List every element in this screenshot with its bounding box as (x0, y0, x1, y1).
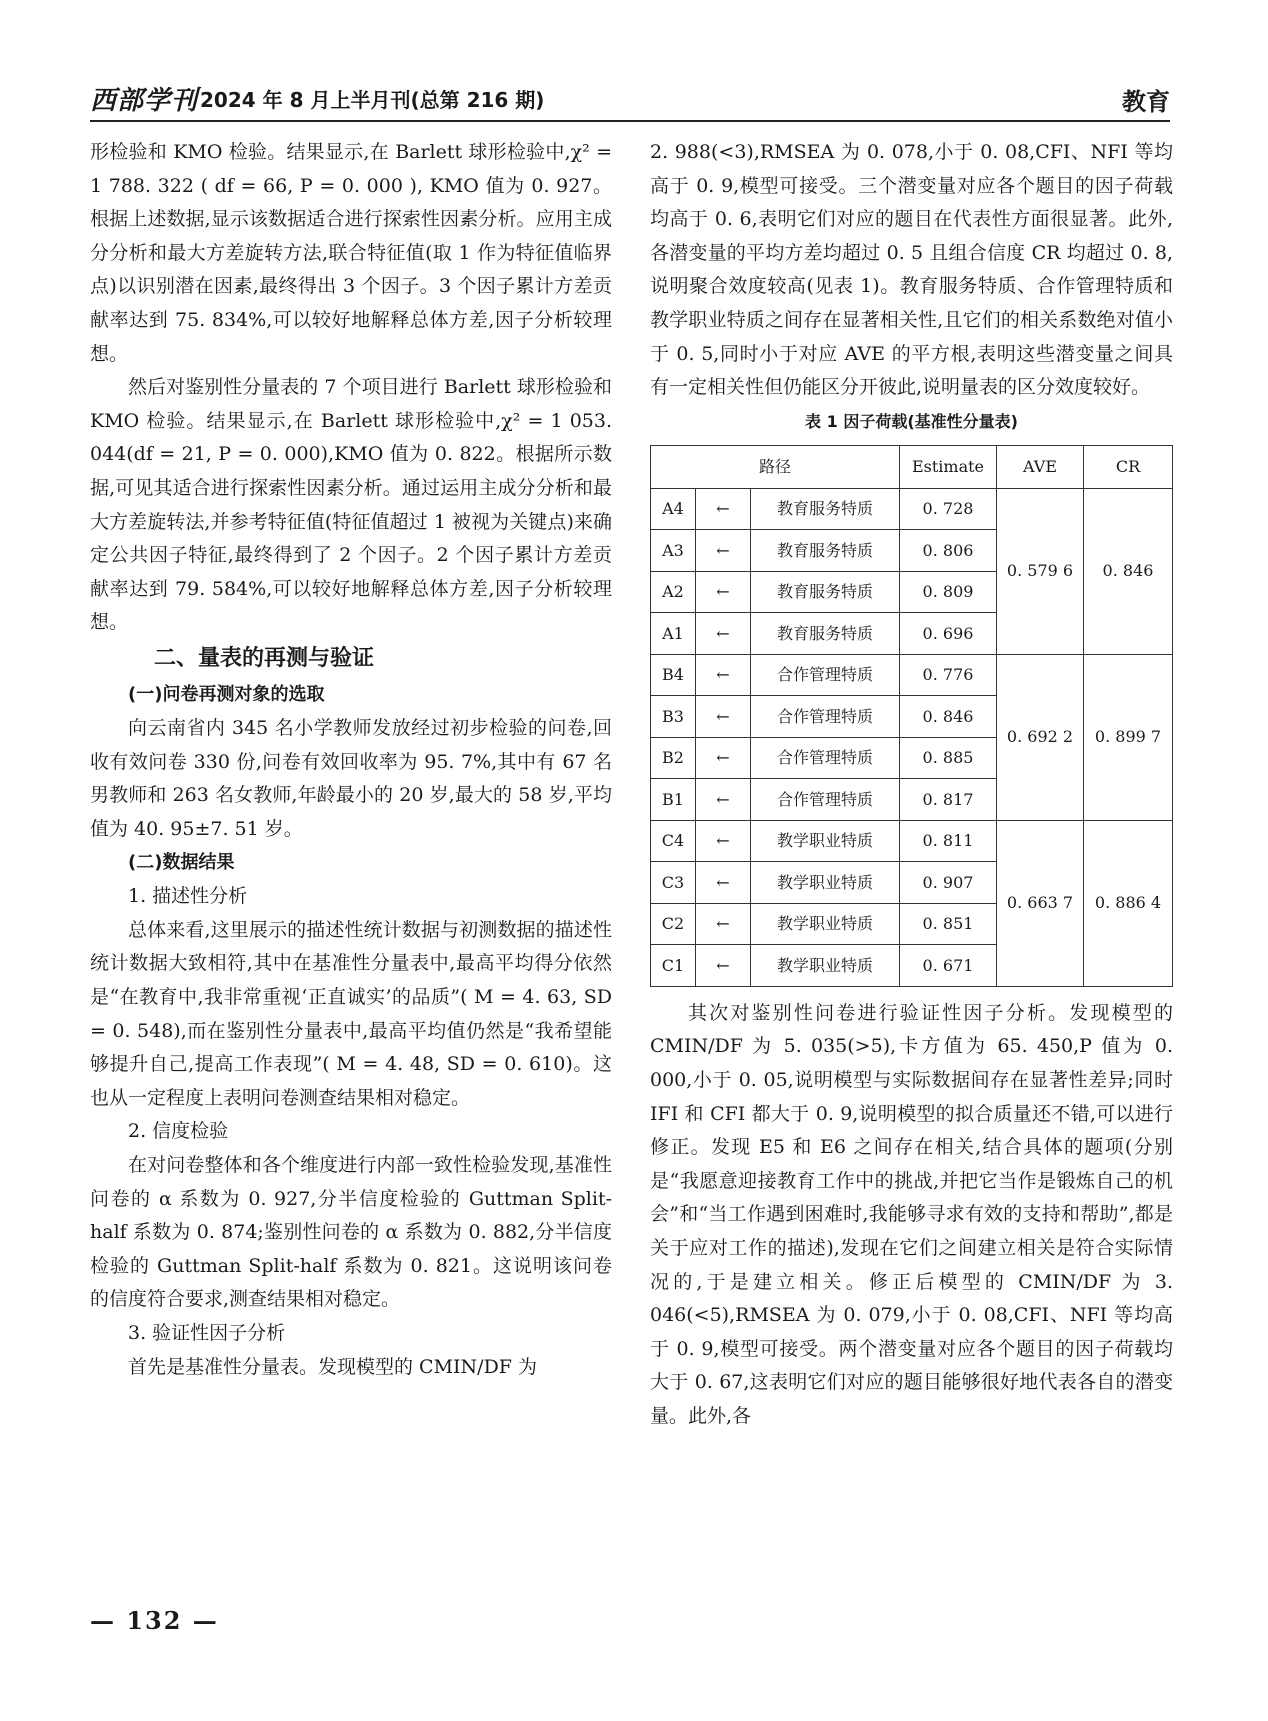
page-header (90, 76, 1170, 122)
item-code-cell: C1 (651, 945, 696, 987)
header-cell: Estimate (900, 445, 997, 488)
cr-cell: 0. 846 (1084, 488, 1173, 654)
estimate-cell: 0. 696 (900, 613, 997, 655)
arrow-cell: ← (696, 696, 751, 738)
right-column (650, 136, 1173, 1433)
estimate-cell: 0. 851 (900, 903, 997, 945)
arrow-cell: ← (696, 488, 751, 530)
item-code-cell: B3 (651, 696, 696, 738)
estimate-cell: 0. 817 (900, 779, 997, 821)
item-code-cell: C2 (651, 903, 696, 945)
factor-cell: 教学职业特质 (751, 945, 900, 987)
table-row (651, 654, 1173, 696)
paragraph: 然后对鉴别性分量表的 7 个项目进行 Barlett 球形检验和 KMO 检验。结果显示,在 Barlett 球形检验中,χ² = 1 053. 044(df = 21, P = 0. 000),KMO 值为 0. 822。根据所示数据,可见其适合进行探索性因素分析。通过运用主成分分析和最大方差旋转法,并参考特征值(特征值超过 1 被视为关键点)来确定公共因子特征,最终得到了 2 个因子。2 个因子累计方差贡献率达到 79. 584%,可以较好地解释总体方差,因子分析较理想。 (90, 376, 612, 634)
sub-subsection-heading: 1. 描述性分析 (128, 885, 248, 908)
factor-cell: 合作管理特质 (751, 654, 900, 696)
factor-cell: 教育服务特质 (751, 613, 900, 655)
ave-cell: 0. 579 6 (997, 488, 1084, 654)
estimate-cell: 0. 811 (900, 820, 997, 862)
arrow-cell: ← (696, 820, 751, 862)
estimate-cell: 0. 806 (900, 530, 997, 572)
estimate-cell: 0. 671 (900, 945, 997, 987)
table-body (651, 488, 1173, 986)
subsection-heading: (二)数据结果 (128, 852, 235, 874)
item-code-cell: A2 (651, 571, 696, 613)
paragraph: 其次对鉴别性问卷进行验证性因子分析。发现模型的 CMIN/DF 为 5. 035(>5),卡方值为 65. 450,P 值为 0. 000,小于 0. 05,说明模型与实际数据间存在显著性差异;同时 IFI 和 CFI 都大于 0. 9,说明模型的拟合质量还不错,可以进行修正。发现 E5 和 E6 之间存在相关,结合具体的题项(分别是“我愿意迎接教育工作中的挑战,并把它当作是锻炼自己的机会”和“当工作遇到困难时,我能够寻求有效的支持和帮助”,都是关于应对工作的描述),发现在它们之间建立相关是符合实际情况的,于是建立相关。修正后模型的 CMIN/DF 为 3. 046(<5),RMSEA 为 0. 079,小于 0. 08,CFI、NFI 等均高于 0. 9,模型可接受。两个潜变量对应各个题目的因子荷载均大于 0. 67,这表明它们对应的题目能够很好地代表各自的潜变量。此外,各 (650, 1001, 1173, 1427)
estimate-cell: 0. 776 (900, 654, 997, 696)
header-cell: 路径 (651, 445, 900, 488)
paragraph: 形检验和 KMO 检验。结果显示,在 Barlett 球形检验中,χ² = 1 788. 322 ( df = 66, P = 0. 000 ), KMO 值为 0. 927。根据上述数据,显示该数据适合进行探索性因素分析。应用主成分分析和最大方差旋转方法,联合特征值(取 1 作为特征值临界点)以识别潜在因素,最终得出 3 个因子。3 个因子累计方差贡献率达到 75. 834%,可以较好地解释总体方差,因子分析较理想。 (90, 141, 612, 365)
arrow-cell: ← (696, 862, 751, 904)
page-number: — 132 — (90, 1606, 219, 1635)
table-header-row (651, 445, 1173, 488)
estimate-cell: 0. 809 (900, 571, 997, 613)
header-cell: AVE (997, 445, 1084, 488)
estimate-cell: 0. 728 (900, 488, 997, 530)
subsection-heading: (一)问卷再测对象的选取 (128, 683, 325, 705)
ave-cell: 0. 663 7 (997, 820, 1084, 986)
section-heading: 二、量表的再测与验证 (154, 645, 375, 671)
paragraph: 2. 988(<3),RMSEA 为 0. 078,小于 0. 08,CFI、NFI 等均高于 0. 9,模型可接受。三个潜变量对应各个题目的因子荷载均高于 0. 6,表明它们对应的题目在代表性方面很显著。此外,各潜变量的平均方差均超过 0. 5 且组合信度 CR 均超过 0. 8,说明聚合效度较高(见表 1)。教育服务特质、合作管理特质和教学职业特质之间存在显著相关性,且它们的相关系数绝对值小于 0. 5,同时小于对应 AVE 的平方根,表明这些潜变量之间具有一定相关性但仍能区分开彼此,说明量表的区分效度较好。 (650, 141, 1173, 399)
paragraph: 向云南省内 345 名小学教师发放经过初步检验的问卷,回收有效问卷 330 份,问卷有效回收率为 95. 7%,其中有 67 名男教师和 263 名女教师,年龄最小的 20 岁,最大的 58 岁,平均值为 40. 95±7. 51 岁。 (90, 716, 612, 840)
paragraph: 总体来看,这里展示的描述性统计数据与初测数据的描述性统计数据大致相符,其中在基准性分量表中,最高平均得分依然是“在教育中,我非常重视‘正直诚实’的品质”( M = 4. 63, SD = 0. 548),而在鉴别性分量表中,最高平均值仍然是“我希望能够提升自己,提高工作表现”( M = 4. 48, SD = 0. 610)。这也从一定程度上表明问卷测查结果相对稳定。 (90, 918, 612, 1109)
arrow-cell: ← (696, 737, 751, 779)
section-label: 教育 (1122, 88, 1170, 116)
sub-subsection-heading: 3. 验证性因子分析 (128, 1322, 286, 1344)
factor-cell: 教育服务特质 (751, 530, 900, 572)
arrow-cell: ← (696, 945, 751, 987)
paragraph: 在对问卷整体和各个维度进行内部一致性检验发现,基准性问卷的 α 系数为 0. 927,分半信度检验的 Guttman Split-half 系数为 0. 874;鉴别性问卷的 α 系数为 0. 882,分半信度检验的 Guttman Split-half 系数为 0. 821。这说明该问卷的信度符合要求,测查结果相对稳定。 (90, 1154, 612, 1311)
arrow-cell: ← (696, 530, 751, 572)
item-code-cell: B2 (651, 737, 696, 779)
factor-cell: 教学职业特质 (751, 903, 900, 945)
table-caption: 表 1 因子荷载(基准性分量表) (805, 411, 1018, 431)
arrow-cell: ← (696, 613, 751, 655)
sub-subsection-heading: 2. 信度检验 (128, 1120, 229, 1143)
left-column (90, 136, 612, 1384)
factor-cell: 教学职业特质 (751, 862, 900, 904)
issue-info: 2024 年 8 月上半月刊(总第 216 期) (200, 88, 545, 112)
estimate-cell: 0. 885 (900, 737, 997, 779)
factor-cell: 教育服务特质 (751, 488, 900, 530)
factor-loading-table (650, 445, 1173, 987)
estimate-cell: 0. 846 (900, 696, 997, 738)
item-code-cell: A3 (651, 530, 696, 572)
factor-cell: 合作管理特质 (751, 779, 900, 821)
item-code-cell: A4 (651, 488, 696, 530)
factor-cell: 教育服务特质 (751, 571, 900, 613)
arrow-cell: ← (696, 571, 751, 613)
table-row (651, 488, 1173, 530)
journal-logo: 西部学刊 (90, 86, 199, 116)
item-code-cell: C3 (651, 862, 696, 904)
item-code-cell: B1 (651, 779, 696, 821)
item-code-cell: B4 (651, 654, 696, 696)
factor-cell: 合作管理特质 (751, 696, 900, 738)
ave-cell: 0. 692 2 (997, 654, 1084, 820)
estimate-cell: 0. 907 (900, 862, 997, 904)
arrow-cell: ← (696, 654, 751, 696)
item-code-cell: A1 (651, 613, 696, 655)
item-code-cell: C4 (651, 820, 696, 862)
cr-cell: 0. 886 4 (1084, 820, 1173, 986)
header-cell: CR (1084, 445, 1173, 488)
factor-cell: 合作管理特质 (751, 737, 900, 779)
cr-cell: 0. 899 7 (1084, 654, 1173, 820)
arrow-cell: ← (696, 779, 751, 821)
paragraph: 首先是基准性分量表。发现模型的 CMIN/DF 为 (128, 1355, 538, 1378)
factor-cell: 教学职业特质 (751, 820, 900, 862)
arrow-cell: ← (696, 903, 751, 945)
table-row (651, 820, 1173, 862)
